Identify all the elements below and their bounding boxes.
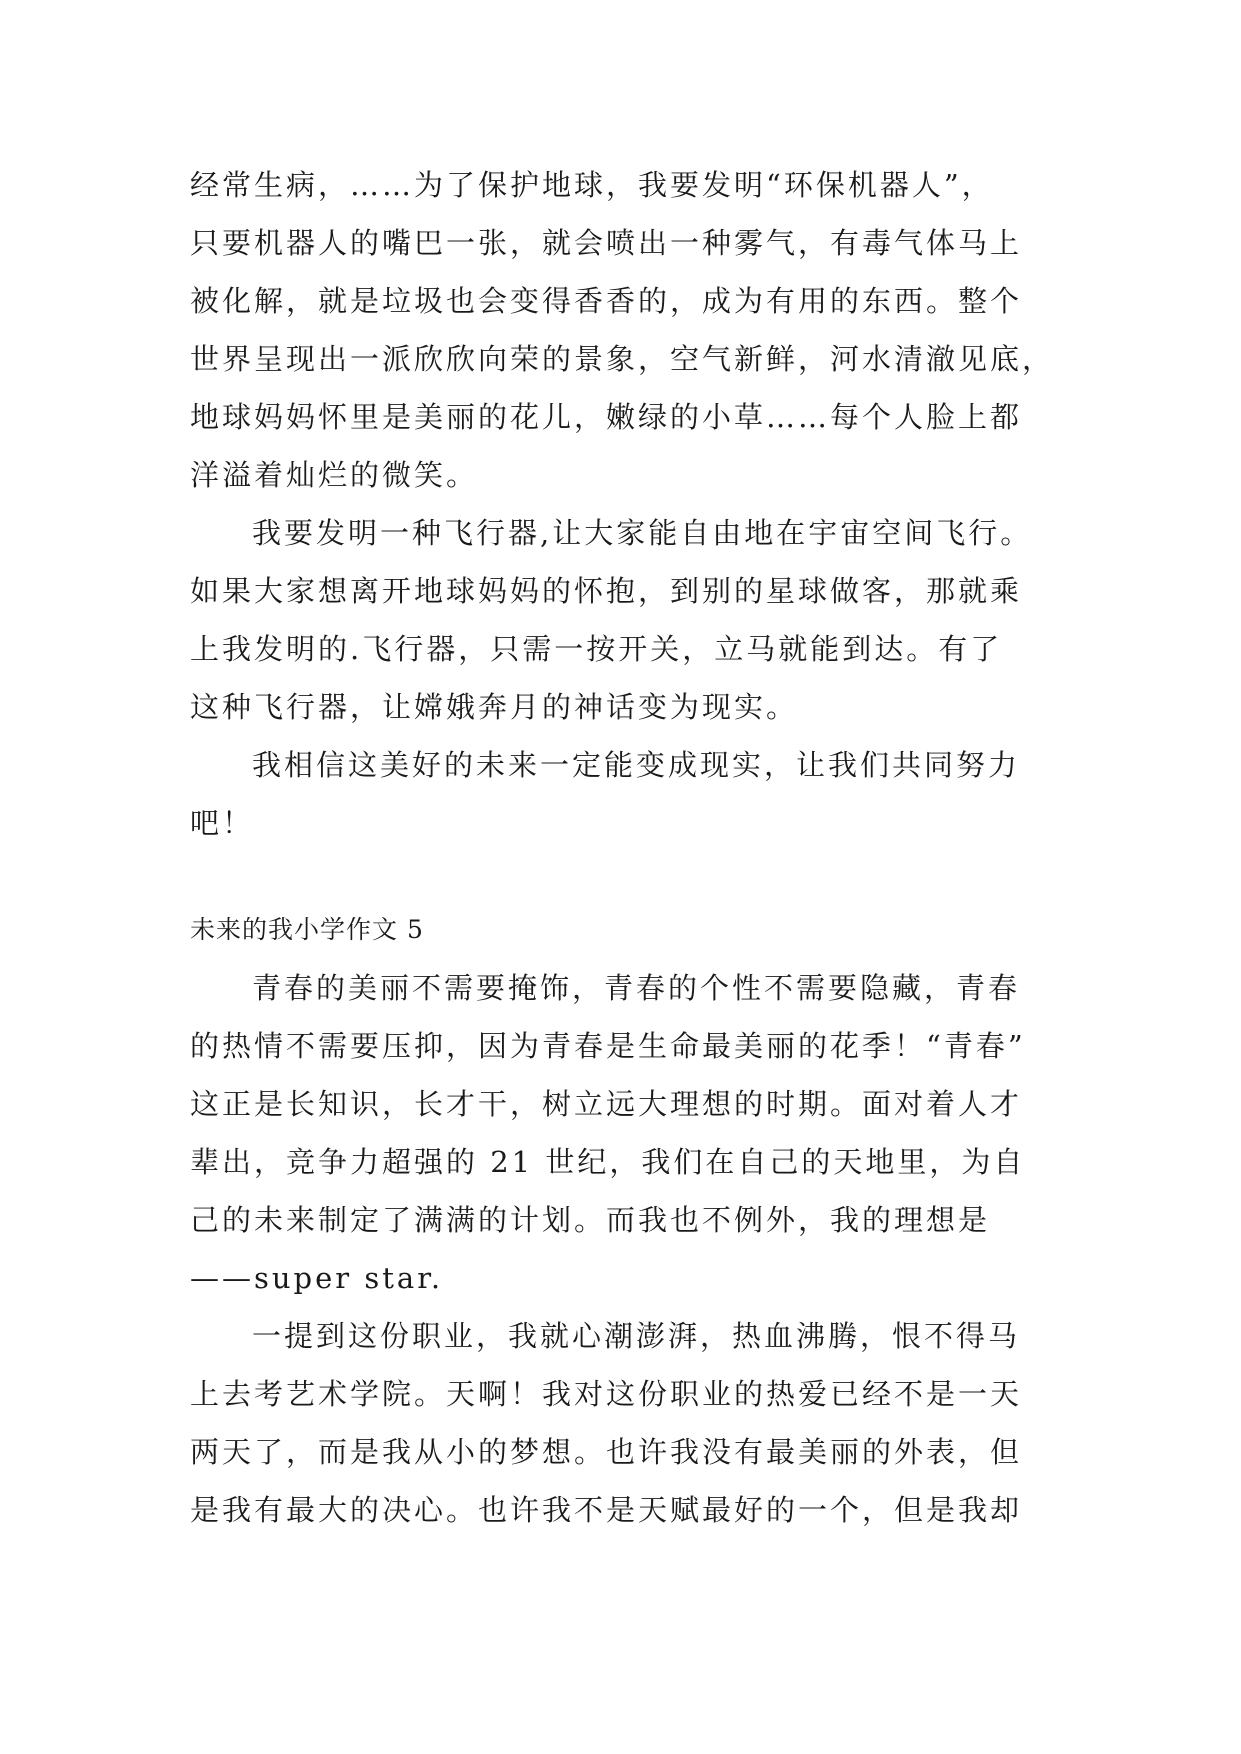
text-line: 世界呈现出一派欣欣向荣的景象，空气新鲜，河水清澈见底， <box>190 342 1055 376</box>
text-line: 如果大家想离开地球妈妈的怀抱，到别的星球做客，那就乘 <box>190 574 1023 608</box>
text-line: 上去考艺术学院。天啊！我对这份职业的热爱已经不是一天 <box>190 1377 1023 1411</box>
paragraph-first-line: 我要发明一种飞行器,让大家能自由地在宇宙空间飞行。 <box>252 516 1033 550</box>
text-line: 上我发明的.飞行器，只需一按开关，立马就能到达。有了 <box>190 632 1003 666</box>
section-heading: 未来的我小学作文 5 <box>190 915 424 944</box>
text-line: 洋溢着灿烂的微笑。 <box>190 458 479 492</box>
text-line: 的热情不需要压抑，因为青春是生命最美丽的花季！“青春” <box>190 1029 1026 1063</box>
text-line: 这正是长知识，长才干，树立远大理想的时期。面对着人才 <box>190 1087 1023 1121</box>
text-line: 地球妈妈怀里是美丽的花儿，嫩绿的小草……每个人脸上都 <box>190 400 1023 434</box>
text-line: 经常生病，……为了保护地球，我要发明“环保机器人”， <box>190 168 994 202</box>
text-line: 是我有最大的决心。也许我不是天赋最好的一个，但是我却 <box>190 1493 1023 1527</box>
text-line: 辈出，竞争力超强的 21 世纪，我们在自己的天地里，为自 <box>190 1145 1026 1179</box>
paragraph-first-line: 青春的美丽不需要掩饰，青春的个性不需要隐藏，青春 <box>252 971 1021 1005</box>
text-line: 这种飞行器，让嫦娥奔月的神话变为现实。 <box>190 690 799 724</box>
text-line: 两天了，而是我从小的梦想。也许我没有最美丽的外表，但 <box>190 1435 1023 1469</box>
paragraph-first-line: 一提到这份职业，我就心潮澎湃，热血沸腾，恨不得马 <box>252 1319 1021 1353</box>
text-line: 吧！ <box>190 806 255 840</box>
text-line: 己的未来制定了满满的计划。而我也不例外，我的理想是 <box>190 1203 991 1237</box>
text-line: 被化解，就是垃圾也会变得香香的，成为有用的东西。整个 <box>190 284 1023 318</box>
text-line: 只要机器人的嘴巴一张，就会喷出一种雾气，有毒气体马上 <box>190 226 1023 260</box>
paragraph-first-line: 我相信这美好的未来一定能变成现实，让我们共同努力 <box>252 748 1021 782</box>
text-line: ——super star. <box>190 1261 444 1295</box>
